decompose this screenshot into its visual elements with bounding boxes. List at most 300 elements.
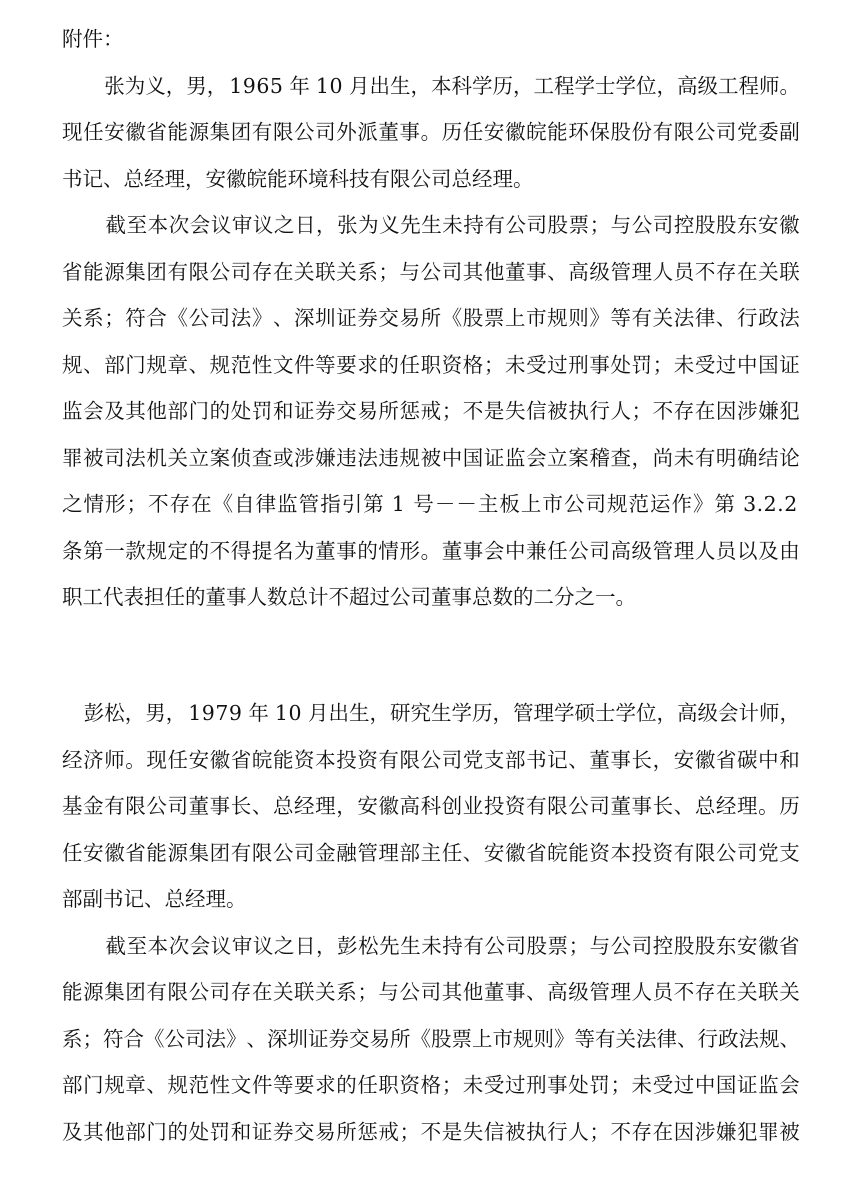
text-line xyxy=(62,884,800,914)
text-glyph: 提 xyxy=(251,538,273,563)
text-glyph: 交 xyxy=(378,306,399,330)
text-glyph: ， xyxy=(369,701,390,726)
text-glyph: 士 xyxy=(595,701,616,726)
text-line xyxy=(62,791,800,821)
text-glyph: 份 xyxy=(631,120,653,144)
text-glyph: 中 xyxy=(758,747,779,772)
text-glyph: 关 xyxy=(62,306,83,330)
text-glyph: 司 xyxy=(737,840,758,865)
text-glyph: 证 xyxy=(251,1119,273,1144)
text-glyph: 、 xyxy=(779,1026,800,1051)
text-glyph: 限 xyxy=(547,794,568,819)
text-glyph: 嫌 xyxy=(758,399,779,423)
text-glyph: 符 xyxy=(125,306,146,330)
text-glyph: 号 xyxy=(413,492,434,516)
text-glyph: 系 xyxy=(83,306,104,330)
text-glyph: 融 xyxy=(336,840,357,865)
text-glyph: 公 xyxy=(188,980,210,1005)
text-glyph: 市 xyxy=(526,306,547,330)
text-glyph: ， xyxy=(316,213,337,237)
text-glyph: 理 xyxy=(737,794,758,819)
text-glyph: 有 xyxy=(652,120,674,144)
text-glyph: 能 xyxy=(547,120,568,144)
text-glyph: 次 xyxy=(168,933,190,958)
text-glyph: 嫌 xyxy=(715,1119,737,1144)
text-glyph: 情 xyxy=(378,538,399,563)
text-glyph: 其 xyxy=(83,1119,104,1144)
text-glyph: 股 xyxy=(715,213,737,237)
text-glyph: 是 xyxy=(483,399,505,423)
text-glyph: 、 xyxy=(462,840,484,865)
text-glyph: 安 xyxy=(758,213,779,237)
text-glyph: ； xyxy=(378,259,399,284)
text-glyph: 在 xyxy=(694,399,716,423)
text-glyph: 监 xyxy=(62,399,83,423)
text-glyph: 一 xyxy=(104,538,125,563)
text-glyph: 级 xyxy=(631,538,653,563)
text-glyph: 资 xyxy=(294,747,315,772)
text-glyph: 有 xyxy=(484,213,505,237)
text-glyph: 公 xyxy=(209,259,231,284)
text-glyph: 第 xyxy=(83,538,104,563)
text-glyph: 门 xyxy=(125,352,146,377)
text-glyph: 能 xyxy=(146,840,167,865)
text-glyph: 董 xyxy=(483,980,505,1005)
text-glyph: 条 xyxy=(62,538,83,563)
text-glyph: 章 xyxy=(167,352,188,377)
text-glyph: 副 xyxy=(779,120,800,144)
text-glyph: 徽 xyxy=(125,120,146,144)
text-glyph: 的 xyxy=(209,399,231,423)
text-glyph: 联 xyxy=(779,259,800,284)
text-glyph: 有 xyxy=(526,794,547,819)
text-glyph: 所 xyxy=(420,306,442,330)
text-glyph: 稽 xyxy=(589,445,610,470)
text-glyph: 高 xyxy=(568,259,589,284)
text-glyph: ； xyxy=(82,1026,103,1051)
text-glyph: 高 xyxy=(399,794,420,819)
text-space xyxy=(736,489,740,519)
text-glyph: 要 xyxy=(336,352,357,377)
text-glyph: 公 xyxy=(294,120,315,144)
text-glyph: 限 xyxy=(694,840,716,865)
text-glyph: 安 xyxy=(188,747,210,772)
text-glyph: 处 xyxy=(188,1119,210,1144)
text-glyph: 惩 xyxy=(399,399,420,423)
text-glyph: 事 xyxy=(209,794,231,819)
text-glyph: 系 xyxy=(336,980,357,1005)
text-glyph: 未 xyxy=(462,1073,484,1098)
text-glyph: 有 xyxy=(595,1026,616,1051)
text-glyph: 与 xyxy=(589,933,611,958)
text-glyph: 学 xyxy=(574,73,595,98)
text-glyph: 深 xyxy=(294,306,315,330)
text-glyph: 。 xyxy=(758,794,779,819)
text-glyph: 事 xyxy=(462,538,484,563)
text-glyph: 政 xyxy=(718,1026,739,1051)
text-glyph: 先 xyxy=(400,213,421,237)
text-glyph: 求 xyxy=(315,1073,336,1098)
text-glyph: 规 xyxy=(146,538,167,563)
text-glyph: 位 xyxy=(636,73,657,98)
text-glyph: 安 xyxy=(673,747,695,772)
text-glyph: 股 xyxy=(431,1026,452,1051)
text-glyph: 管 xyxy=(652,538,674,563)
text-glyph: 10 xyxy=(315,73,343,98)
text-glyph: 源 xyxy=(167,840,188,865)
text-glyph: 监 xyxy=(277,492,298,516)
text-glyph: 政 xyxy=(758,306,779,330)
text-glyph: 司 xyxy=(652,213,674,237)
text-glyph: 在 xyxy=(652,1119,674,1144)
text-glyph: 投 xyxy=(631,840,653,865)
text-glyph: 国 xyxy=(758,352,779,377)
text-line xyxy=(62,257,800,287)
text-glyph: 关 xyxy=(294,259,315,284)
text-glyph: 范 xyxy=(230,352,252,377)
text-glyph: 徽 xyxy=(758,933,779,958)
text-glyph: 规 xyxy=(399,445,420,470)
text-glyph: 板 xyxy=(499,492,520,516)
text-glyph: 有 xyxy=(104,794,125,819)
text-glyph: 不 xyxy=(694,259,716,284)
text-glyph: ； xyxy=(589,213,611,237)
text-glyph: 罚 xyxy=(251,399,273,423)
text-glyph: 券 xyxy=(272,1119,294,1144)
text-glyph: 级 xyxy=(697,701,718,726)
text-glyph: 因 xyxy=(715,399,737,423)
text-glyph: 皖 xyxy=(547,840,568,865)
text-glyph: 现 xyxy=(146,747,167,772)
text-glyph: 。 xyxy=(779,73,800,98)
text-glyph: 股 xyxy=(694,213,716,237)
text-glyph: 党 xyxy=(758,840,779,865)
text-line xyxy=(62,582,800,612)
text-glyph: 出 xyxy=(369,73,390,98)
text-glyph: 徽 xyxy=(104,840,125,865)
text-glyph: 票 xyxy=(451,1026,472,1051)
text-glyph: ， xyxy=(631,445,653,470)
text-glyph: 文 xyxy=(230,1073,252,1098)
text-glyph: 现 xyxy=(62,120,83,144)
text-glyph: 、 xyxy=(146,1073,167,1098)
text-glyph: 规 xyxy=(62,352,83,377)
text-glyph: 之 xyxy=(273,213,295,237)
text-glyph: 司 xyxy=(420,980,442,1005)
text-glyph: 会 xyxy=(718,701,739,726)
text-glyph: 、 xyxy=(246,1026,267,1051)
text-glyph: 省 xyxy=(146,120,167,144)
text-glyph: 、 xyxy=(83,352,104,377)
text-glyph: 自 xyxy=(234,492,255,516)
text-glyph: 义 xyxy=(379,213,400,237)
text-glyph: 理 xyxy=(631,259,653,284)
text-glyph: ， xyxy=(656,73,677,98)
text-glyph: 资 xyxy=(399,1073,420,1098)
text-line xyxy=(62,931,800,961)
text-glyph: 司 xyxy=(505,933,526,958)
text-glyph: 、 xyxy=(251,794,273,819)
text-glyph: 事 xyxy=(504,980,526,1005)
text-glyph: 部 xyxy=(62,1073,83,1098)
text-glyph: 集 xyxy=(104,980,125,1005)
text-glyph: 未 xyxy=(442,213,463,237)
text-glyph: 第 xyxy=(363,492,384,516)
text-glyph: 至 xyxy=(126,213,148,237)
text-glyph: 受 xyxy=(652,1073,674,1098)
text-glyph: 过 xyxy=(547,352,568,377)
text-glyph: 不 xyxy=(462,399,484,423)
text-run: 职工代表担任的董事人数总计不超过公司董事总数的二分之一。 xyxy=(62,585,636,609)
text-glyph: 、 xyxy=(568,747,589,772)
text-glyph: 本 xyxy=(147,933,169,958)
text-glyph: 未 xyxy=(673,445,695,470)
text-glyph: 公 xyxy=(484,933,505,958)
text-glyph: 济 xyxy=(83,747,104,772)
text-glyph: 师 xyxy=(759,701,780,726)
text-glyph: 券 xyxy=(328,1026,349,1051)
text-glyph: 兼 xyxy=(526,538,547,563)
text-glyph: 彭 xyxy=(337,933,358,958)
text-glyph: 刑 xyxy=(526,1073,547,1098)
text-glyph: 长 xyxy=(230,794,252,819)
text-glyph: 科 xyxy=(420,794,442,819)
text-glyph: 件 xyxy=(251,1073,273,1098)
text-glyph: 事 xyxy=(610,747,631,772)
text-glyph: 不 xyxy=(209,538,231,563)
text-glyph: 基 xyxy=(62,794,83,819)
text-glyph: 规 xyxy=(606,492,628,516)
text-glyph: 任 xyxy=(547,538,568,563)
text-glyph: 主 xyxy=(420,840,442,865)
text-glyph: 法 xyxy=(357,445,378,470)
text-glyph: 公 xyxy=(420,747,442,772)
text-glyph: 上 xyxy=(472,1026,493,1051)
text-glyph: 性 xyxy=(209,1073,231,1098)
text-glyph: 规 xyxy=(104,1073,125,1098)
text-glyph: 有 xyxy=(378,747,399,772)
text-glyph: 公 xyxy=(715,840,737,865)
text-glyph: 上 xyxy=(504,306,526,330)
text-glyph: 公 xyxy=(610,933,632,958)
text-glyph: 集 xyxy=(209,120,231,144)
text-glyph: 会 xyxy=(189,933,211,958)
text-glyph: ， xyxy=(492,701,513,726)
text-glyph: 历 xyxy=(779,794,800,819)
text-glyph: 圳 xyxy=(315,306,336,330)
text-glyph: 处 xyxy=(610,352,631,377)
text-glyph: 任 xyxy=(167,747,188,772)
text-line xyxy=(62,164,800,194)
text-glyph: 运 xyxy=(650,492,671,516)
text-glyph: 董 xyxy=(378,120,399,144)
text-glyph: 关 xyxy=(315,980,336,1005)
text-glyph: 计 xyxy=(738,701,759,726)
text-glyph: 资 xyxy=(504,794,526,819)
text-glyph: 彭 xyxy=(83,701,105,726)
text-glyph: 级 xyxy=(589,259,610,284)
text-glyph: 过 xyxy=(504,1073,526,1098)
text-glyph: 审 xyxy=(231,213,253,237)
text-glyph: 位 xyxy=(636,701,657,726)
text-glyph: ， xyxy=(652,747,674,772)
paragraph-indent xyxy=(62,698,84,728)
text-glyph: 易 xyxy=(357,399,378,423)
text-glyph: 派 xyxy=(357,120,378,144)
text-glyph: 格 xyxy=(420,1073,442,1098)
text-glyph: 徽 xyxy=(504,840,526,865)
text-run: 部副书记、总经理。 xyxy=(62,887,247,912)
text-glyph: 联 xyxy=(294,980,315,1005)
text-glyph: 圳 xyxy=(287,1026,308,1051)
text-glyph: 票 xyxy=(483,306,505,330)
text-glyph: 刑 xyxy=(568,352,589,377)
text-glyph: 查 xyxy=(610,445,631,470)
text-line xyxy=(62,117,800,147)
text-glyph: 票 xyxy=(547,933,569,958)
text-glyph: 董 xyxy=(188,794,210,819)
text-glyph: 的 xyxy=(378,352,399,377)
text-glyph: 以 xyxy=(737,538,758,563)
text-glyph: 职 xyxy=(420,352,442,377)
text-glyph: 司 xyxy=(104,445,125,470)
text-glyph: ； xyxy=(589,1119,610,1144)
text-glyph: 引 xyxy=(341,492,363,516)
text-glyph: ， xyxy=(779,701,800,726)
text-glyph: 源 xyxy=(188,120,210,144)
text-run: 附件： xyxy=(62,27,124,51)
text-glyph: 安 xyxy=(83,840,104,865)
text-glyph: 证 xyxy=(308,1026,329,1051)
text-glyph: 科 xyxy=(451,73,472,98)
text-glyph: 关 xyxy=(615,1026,636,1051)
text-glyph: 被 xyxy=(83,445,104,470)
text-glyph: 机 xyxy=(146,445,167,470)
text-glyph: 司 xyxy=(185,1026,206,1051)
text-glyph: 规 xyxy=(759,1026,780,1051)
text-glyph: 则 xyxy=(568,306,589,330)
text-glyph: 等 xyxy=(272,1073,294,1098)
text-glyph: 公 xyxy=(631,213,653,237)
text-glyph: 格 xyxy=(462,352,484,377)
text-glyph: 至 xyxy=(126,933,148,958)
text-glyph: 《 xyxy=(441,306,463,330)
text-glyph: 立 xyxy=(188,445,210,470)
text-glyph: 1 xyxy=(391,492,406,516)
text-glyph: 张 xyxy=(337,213,358,237)
text-line xyxy=(62,24,800,54)
text-glyph: 保 xyxy=(589,120,610,144)
text-glyph: ， xyxy=(336,794,357,819)
text-glyph: 投 xyxy=(483,794,505,819)
text-glyph: 徽 xyxy=(209,747,231,772)
text-glyph: ； xyxy=(631,399,653,423)
text-glyph: 任 xyxy=(399,352,420,377)
text-glyph: 部 xyxy=(125,1119,146,1144)
text-glyph: 系 xyxy=(357,259,378,284)
text-glyph: 资 xyxy=(357,747,378,772)
text-glyph: 明 xyxy=(715,445,737,470)
text-line xyxy=(62,396,800,426)
text-glyph: 司 xyxy=(441,747,463,772)
text-glyph: 存 xyxy=(631,1119,653,1144)
text-glyph: 总 xyxy=(272,794,294,819)
text-glyph: 限 xyxy=(399,747,420,772)
text-glyph: 资 xyxy=(589,840,610,865)
text-glyph: 管 xyxy=(357,840,378,865)
text-glyph: 行 xyxy=(589,399,610,423)
text-glyph: 法 xyxy=(125,445,146,470)
text-glyph: 有 xyxy=(167,259,188,284)
text-glyph: 司 xyxy=(715,120,737,144)
text-glyph: 本 xyxy=(315,747,336,772)
text-glyph: 人 xyxy=(610,399,631,423)
text-glyph: 先 xyxy=(379,933,400,958)
text-glyph: 集 xyxy=(125,259,146,284)
text-glyph: － xyxy=(434,492,456,516)
text-glyph: 为 xyxy=(124,73,146,98)
text-glyph: 联 xyxy=(758,980,779,1005)
text-glyph: 戒 xyxy=(420,399,442,423)
text-glyph: 的 xyxy=(188,538,210,563)
text-glyph: 关 xyxy=(779,980,800,1005)
text-glyph: 所 xyxy=(390,1026,411,1051)
text-glyph: ， xyxy=(165,73,187,98)
text-glyph: 会 xyxy=(526,445,547,470)
text-glyph: 尚 xyxy=(652,445,674,470)
text-glyph: 任 xyxy=(62,840,83,865)
text-glyph: 省 xyxy=(62,259,83,284)
text-glyph: 生 xyxy=(390,73,411,98)
text-glyph: 公 xyxy=(164,1026,185,1051)
text-glyph: 在 xyxy=(191,492,212,516)
text-glyph: 历 xyxy=(472,701,493,726)
text-glyph: 在 xyxy=(737,259,758,284)
text-glyph: 持 xyxy=(442,933,463,958)
text-glyph: 、 xyxy=(526,980,547,1005)
text-glyph: 中 xyxy=(737,352,758,377)
text-glyph: 则 xyxy=(533,1026,554,1051)
text-glyph: 国 xyxy=(715,1073,737,1098)
text-glyph: 符 xyxy=(103,1026,124,1051)
text-glyph: 证 xyxy=(737,1073,758,1098)
text-glyph: ； xyxy=(483,352,505,377)
text-glyph: 和 xyxy=(779,747,800,772)
text-space xyxy=(408,489,412,519)
text-glyph: 罪 xyxy=(758,1119,779,1144)
text-glyph: 罚 xyxy=(209,1119,231,1144)
text-glyph: 名 xyxy=(272,538,294,563)
text-glyph: 生 xyxy=(400,933,421,958)
text-glyph: 交 xyxy=(294,1119,315,1144)
text-glyph: 环 xyxy=(568,120,589,144)
text-glyph: 存 xyxy=(251,259,273,284)
text-glyph: 》 xyxy=(554,1026,575,1051)
text-glyph: 在 xyxy=(272,259,294,284)
text-line xyxy=(62,210,800,240)
text-glyph: 管 xyxy=(513,701,534,726)
text-glyph: 管 xyxy=(589,980,610,1005)
text-glyph: 和 xyxy=(230,1119,252,1144)
text-glyph: 党 xyxy=(462,747,484,772)
text-glyph: 深 xyxy=(267,1026,288,1051)
text-glyph: 形 xyxy=(105,492,126,516)
text-glyph: 级 xyxy=(568,980,589,1005)
text-glyph: 投 xyxy=(336,747,357,772)
text-glyph: 工 xyxy=(533,73,554,98)
text-glyph: 股 xyxy=(462,306,484,330)
text-glyph: 被 xyxy=(547,399,568,423)
